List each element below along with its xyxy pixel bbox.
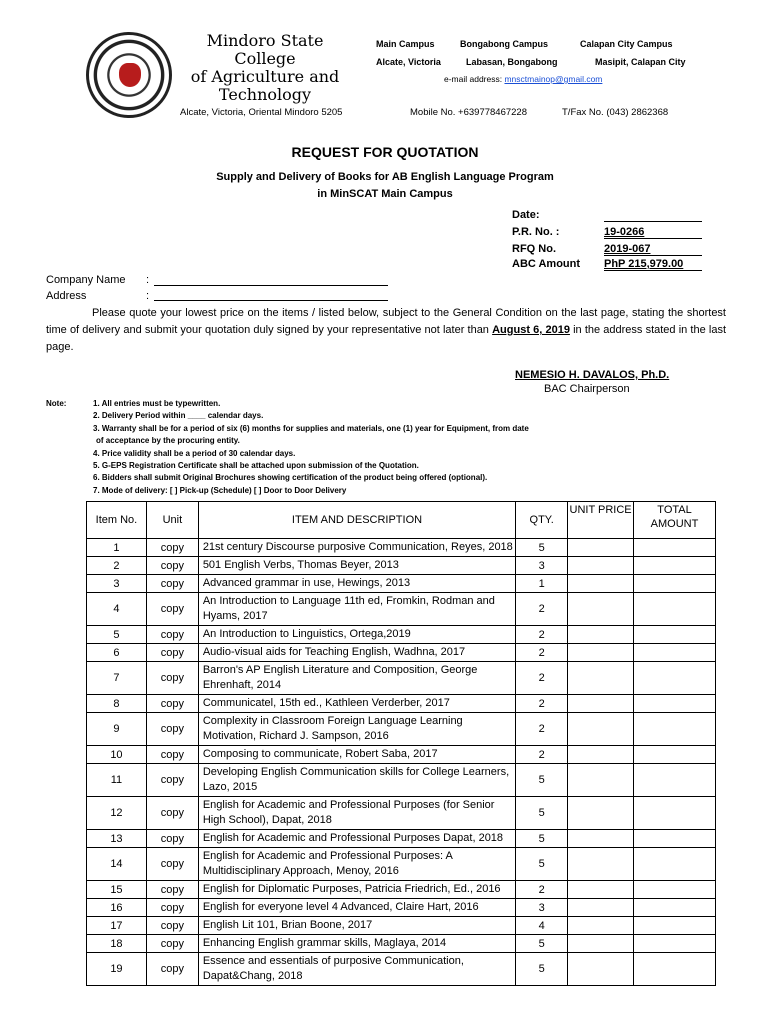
- cell-unit-price[interactable]: [568, 848, 634, 881]
- cell-total-amount[interactable]: [634, 881, 716, 899]
- cell-description: Composing to communicate, Robert Saba, 2017: [198, 746, 515, 764]
- cell-unit: copy: [146, 644, 198, 662]
- cell-unit-price[interactable]: [568, 626, 634, 644]
- cell-unit-price[interactable]: [568, 746, 634, 764]
- document-subtitle: Supply and Delivery of Books for AB English Language Program: [216, 171, 554, 183]
- table-row: [87, 917, 716, 935]
- cell-description: English for Academic and Professional Purposes: A Multidisciplinary Approach, Menoy, 2016: [198, 848, 515, 881]
- college-name-line: of Agriculture and: [190, 67, 340, 86]
- note-item: of acceptance by the procuring entity.: [96, 436, 240, 446]
- cell-unit-price[interactable]: [568, 935, 634, 953]
- cell-quantity: 2: [516, 746, 568, 764]
- cell-unit-price[interactable]: [568, 539, 634, 557]
- abc-label: ABC Amount: [512, 258, 581, 270]
- cell-item-number: 9: [87, 713, 147, 746]
- cell-quantity: 5: [516, 953, 568, 986]
- cell-unit-price[interactable]: [568, 695, 634, 713]
- cell-total-amount[interactable]: [634, 764, 716, 797]
- cell-quantity: 5: [516, 797, 568, 830]
- cell-item-number: 3: [87, 575, 147, 593]
- table-row: [87, 644, 716, 662]
- note-item: 7. Mode of delivery: [ ] Pick-up (Schedule) [ ] Door to Door Delivery: [93, 485, 347, 495]
- cell-description: Developing English Communication skills for College Learners, Lazo, 2015: [198, 764, 515, 797]
- seal-emblem-icon: [119, 63, 141, 87]
- cell-unit-price[interactable]: [568, 953, 634, 986]
- company-name-field[interactable]: [154, 285, 388, 286]
- cell-quantity: 5: [516, 935, 568, 953]
- cell-description: An Introduction to Language 11th ed, Fromkin, Rodman and Hyams, 2017: [198, 593, 515, 626]
- table-row: [87, 797, 716, 830]
- rfq-underline: [604, 255, 702, 256]
- cell-quantity: 2: [516, 695, 568, 713]
- table-row: [87, 899, 716, 917]
- cell-description: Essence and essentials of purposive Communication, Dapat&Chang, 2018: [198, 953, 515, 986]
- cell-description: Communicatel, 15th ed., Kathleen Verderber, 2017: [198, 695, 515, 713]
- cell-unit: copy: [146, 626, 198, 644]
- table-row: [87, 575, 716, 593]
- table-row: [87, 626, 716, 644]
- cell-unit: copy: [146, 917, 198, 935]
- cell-item-number: 13: [87, 830, 147, 848]
- table-row: [87, 662, 716, 695]
- cell-quantity: 2: [516, 662, 568, 695]
- pr-value: 19-0266: [604, 226, 645, 238]
- cell-unit: copy: [146, 593, 198, 626]
- table-row: [87, 830, 716, 848]
- cell-total-amount[interactable]: [634, 899, 716, 917]
- cell-total-amount[interactable]: [634, 575, 716, 593]
- table-row: [87, 593, 716, 626]
- cell-quantity: 2: [516, 593, 568, 626]
- cell-total-amount[interactable]: [634, 626, 716, 644]
- cell-total-amount[interactable]: [634, 953, 716, 986]
- campus-calapan: Calapan City Campus: [580, 39, 673, 49]
- cell-item-number: 8: [87, 695, 147, 713]
- cell-total-amount[interactable]: [634, 797, 716, 830]
- location-main: Alcate, Victoria: [376, 57, 441, 67]
- cell-total-amount[interactable]: [634, 746, 716, 764]
- mobile-number: Mobile No. +639778467228: [410, 107, 527, 118]
- cell-total-amount[interactable]: [634, 713, 716, 746]
- date-blank: [604, 221, 702, 222]
- cell-total-amount[interactable]: [634, 848, 716, 881]
- cell-quantity: 2: [516, 626, 568, 644]
- table-header-row: [87, 502, 716, 539]
- rfq-value: 2019-067: [604, 243, 651, 255]
- cell-unit: copy: [146, 557, 198, 575]
- notes-list: [93, 398, 653, 497]
- cell-total-amount[interactable]: [634, 644, 716, 662]
- cell-item-number: 19: [87, 953, 147, 986]
- cell-description: Enhancing English grammar skills, Maglaya, 2014: [198, 935, 515, 953]
- colon: :: [146, 274, 150, 286]
- cell-item-number: 14: [87, 848, 147, 881]
- cell-quantity: 3: [516, 557, 568, 575]
- cell-item-number: 5: [87, 626, 147, 644]
- table-row: [87, 935, 716, 953]
- cell-total-amount[interactable]: [634, 695, 716, 713]
- cell-quantity: 5: [516, 848, 568, 881]
- cell-quantity: 2: [516, 881, 568, 899]
- cell-item-number: 7: [87, 662, 147, 695]
- note-item: 6. Bidders shall submit Original Brochures showing certification of the product being offered (optional).: [93, 473, 488, 483]
- signatory-name: NEMESIO H. DAVALOS, Ph.D.: [515, 369, 670, 381]
- cell-description: Complexity in Classroom Foreign Language Learning Motivation, Richard J. Sampson, 2016: [198, 713, 515, 746]
- cell-unit: copy: [146, 953, 198, 986]
- instruction-text: Please quote your lowest price on the items / listed below, subject to the General Condition on the last page, stating the shortest time of delivery and submit your quotation duly signed by your representative not later than: [46, 307, 726, 336]
- instruction-paragraph: [46, 305, 726, 356]
- cell-total-amount[interactable]: [634, 917, 716, 935]
- email-line: [444, 74, 602, 84]
- table-row: [87, 881, 716, 899]
- cell-description: English for everyone level 4 Advanced, Claire Hart, 2016: [198, 899, 515, 917]
- location-bongabong: Labasan, Bongabong: [466, 57, 558, 67]
- cell-unit-price[interactable]: [568, 797, 634, 830]
- college-name: [180, 32, 350, 104]
- cell-unit-price[interactable]: [568, 899, 634, 917]
- cell-item-number: 6: [87, 644, 147, 662]
- cell-unit: copy: [146, 575, 198, 593]
- cell-unit: copy: [146, 935, 198, 953]
- abc-value: PhP 215,979.00: [604, 258, 684, 270]
- table-row: [87, 539, 716, 557]
- cell-description: Audio-visual aids for Teaching English, Wadhna, 2017: [198, 644, 515, 662]
- cell-item-number: 10: [87, 746, 147, 764]
- cell-unit: copy: [146, 881, 198, 899]
- cell-unit-price[interactable]: [568, 575, 634, 593]
- cell-total-amount[interactable]: [634, 539, 716, 557]
- cell-total-amount[interactable]: [634, 557, 716, 575]
- address-field[interactable]: [154, 300, 388, 301]
- instruction-text-end: in the address stated in the last page.: [46, 324, 726, 353]
- cell-description: English for Academic and Professional Purposes Dapat, 2018: [198, 830, 515, 848]
- header-description: ITEM AND DESCRIPTION: [198, 502, 515, 539]
- document-title: REQUEST FOR QUOTATION: [291, 144, 479, 160]
- cell-unit-price[interactable]: [568, 593, 634, 626]
- document-subtitle-2: in MinSCAT Main Campus: [317, 188, 453, 200]
- cell-unit: copy: [146, 764, 198, 797]
- campus-main: Main Campus: [376, 39, 435, 49]
- note-item: 2. Delivery Period within ____ calendar days.: [93, 411, 264, 421]
- cell-item-number: 11: [87, 764, 147, 797]
- cell-quantity: 1: [516, 575, 568, 593]
- table-row: [87, 953, 716, 986]
- cell-quantity: 5: [516, 764, 568, 797]
- cell-unit: copy: [146, 830, 198, 848]
- abc-underline: [604, 270, 702, 271]
- note-item: 3. Warranty shall be for a period of six (6) months for supplies and materials, one (1) year for Equipment, from date: [93, 423, 529, 433]
- rfq-label: RFQ No.: [512, 243, 556, 255]
- colon: :: [146, 290, 150, 302]
- items-table: [86, 501, 716, 986]
- email-label: e-mail address:: [444, 74, 505, 84]
- cell-unit-price[interactable]: [568, 830, 634, 848]
- college-address: Alcate, Victoria, Oriental Mindoro 5205: [180, 107, 343, 118]
- cell-item-number: 12: [87, 797, 147, 830]
- note-label: Note:: [46, 399, 67, 408]
- note-item: 1. All entries must be typewritten.: [93, 399, 221, 408]
- cell-unit: copy: [146, 899, 198, 917]
- cell-unit: copy: [146, 713, 198, 746]
- cell-item-number: 17: [87, 917, 147, 935]
- cell-quantity: 4: [516, 917, 568, 935]
- cell-unit-price[interactable]: [568, 764, 634, 797]
- cell-description: Advanced grammar in use, Hewings, 2013: [198, 575, 515, 593]
- cell-total-amount[interactable]: [634, 662, 716, 695]
- header-unit-price: UNIT PRICE: [568, 502, 634, 539]
- cell-quantity: 5: [516, 539, 568, 557]
- table-row: [87, 713, 716, 746]
- cell-quantity: 2: [516, 644, 568, 662]
- cell-total-amount[interactable]: [634, 830, 716, 848]
- header-qty: QTY.: [516, 502, 568, 539]
- company-name-label: Company Name: [46, 274, 126, 286]
- deadline-date: August 6, 2019: [492, 324, 570, 336]
- header-item-no: Item No.: [87, 502, 147, 539]
- table-row: [87, 746, 716, 764]
- table-row: [87, 848, 716, 881]
- location-calapan: Masipit, Calapan City: [595, 57, 686, 67]
- cell-unit: copy: [146, 797, 198, 830]
- cell-item-number: 4: [87, 593, 147, 626]
- cell-unit: copy: [146, 746, 198, 764]
- cell-item-number: 16: [87, 899, 147, 917]
- cell-quantity: 5: [516, 830, 568, 848]
- cell-unit: copy: [146, 848, 198, 881]
- cell-description: English for Academic and Professional Purposes (for Senior High School), Dapat, 2018: [198, 797, 515, 830]
- note-item: 5. G-EPS Registration Certificate shall be attached upon submission of the Quotation.: [93, 461, 419, 471]
- college-name-line: Mindoro State College: [206, 31, 324, 68]
- address-label: Address: [46, 290, 87, 302]
- pr-underline: [604, 238, 702, 239]
- cell-unit: copy: [146, 662, 198, 695]
- cell-description: English for Diplomatic Purposes, Patricia Friedrich, Ed., 2016: [198, 881, 515, 899]
- cell-unit-price[interactable]: [568, 644, 634, 662]
- header-total-amount: TOTAL AMOUNT: [634, 502, 716, 539]
- header-unit: Unit: [146, 502, 198, 539]
- date-label: Date:: [512, 209, 540, 221]
- cell-unit-price[interactable]: [568, 557, 634, 575]
- cell-item-number: 15: [87, 881, 147, 899]
- cell-description: Barron's AP English Literature and Composition, George Ehrenhaft, 2014: [198, 662, 515, 695]
- college-name-line: Technology: [218, 85, 312, 104]
- cell-item-number: 18: [87, 935, 147, 953]
- college-seal-logo: [86, 32, 172, 118]
- pr-label: P.R. No. :: [512, 226, 560, 238]
- cell-quantity: 2: [516, 713, 568, 746]
- signatory-title: BAC Chairperson: [544, 383, 630, 395]
- cell-description: 501 English Verbs, Thomas Beyer, 2013: [198, 557, 515, 575]
- cell-description: 21st century Discourse purposive Communication, Reyes, 2018: [198, 539, 515, 557]
- cell-item-number: 1: [87, 539, 147, 557]
- table-row: [87, 557, 716, 575]
- campus-bongabong: Bongabong Campus: [460, 39, 548, 49]
- table-row: [87, 695, 716, 713]
- cell-unit-price[interactable]: [568, 713, 634, 746]
- cell-total-amount[interactable]: [634, 935, 716, 953]
- cell-description: An Introduction to Linguistics, Ortega,2019: [198, 626, 515, 644]
- fax-number: T/Fax No. (043) 2862368: [562, 107, 669, 118]
- cell-unit-price[interactable]: [568, 662, 634, 695]
- email-link[interactable]: mnsctmainop@gmail.com: [504, 74, 603, 84]
- cell-description: English Lit 101, Brian Boone, 2017: [198, 917, 515, 935]
- cell-total-amount[interactable]: [634, 593, 716, 626]
- cell-unit-price[interactable]: [568, 917, 634, 935]
- table-row: [87, 764, 716, 797]
- cell-quantity: 3: [516, 899, 568, 917]
- cell-unit: copy: [146, 539, 198, 557]
- cell-unit-price[interactable]: [568, 881, 634, 899]
- note-item: 4. Price validity shall be a period of 30 calendar days.: [93, 448, 296, 458]
- cell-unit: copy: [146, 695, 198, 713]
- cell-item-number: 2: [87, 557, 147, 575]
